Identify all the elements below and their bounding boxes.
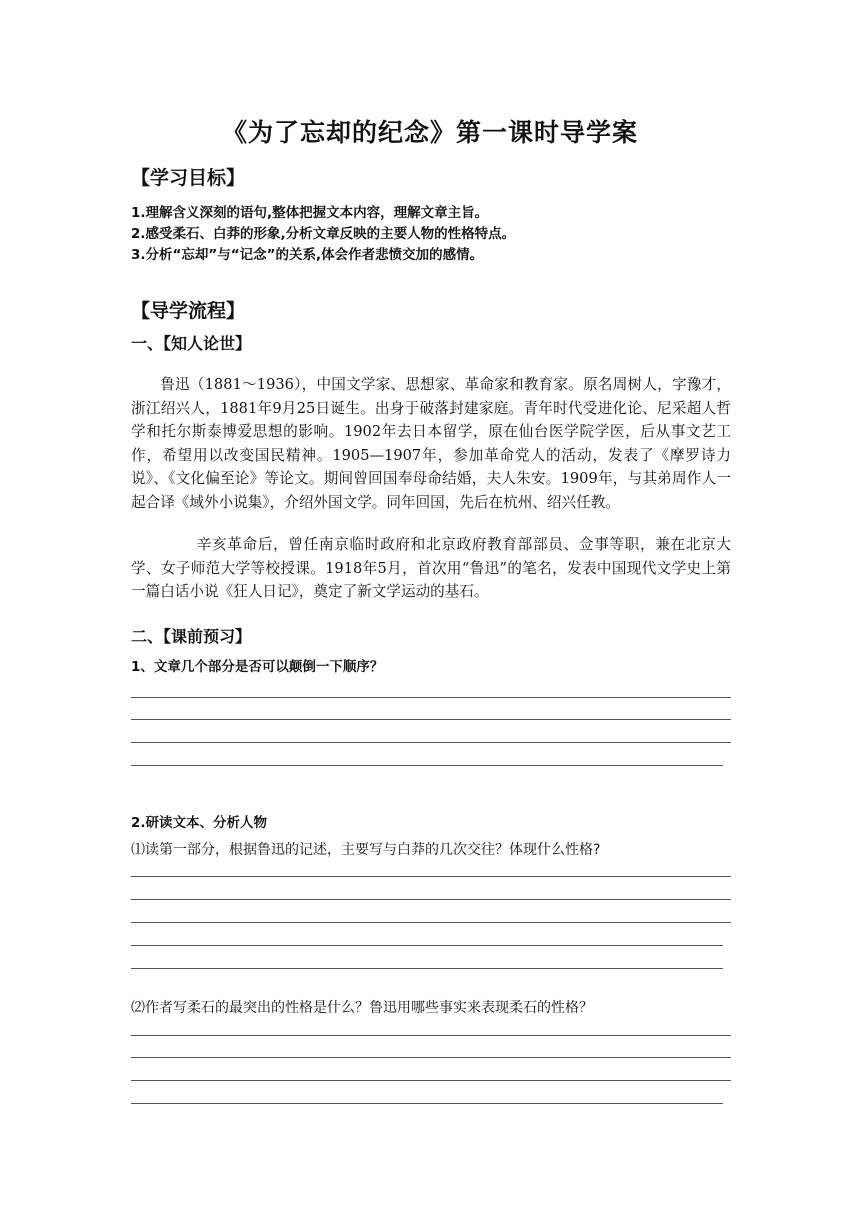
page-title: 《为了忘却的纪念》第一课时导学案 [221,118,638,147]
goal-item-3: 3.分析“忘却”与“记念”的关系,体会作者悲愤交加的感情。 [131,247,484,263]
section1-heading: 一、【知人论世】 [131,334,252,353]
question-2-2: ⑵作者写柔石的最突出的性格是什么？鲁迅用哪些事实来表现柔石的性格？ [131,1000,593,1016]
question-1: 1、文章几个部分是否可以颠倒一下顺序？ [131,659,384,675]
answer-line[interactable] [131,1103,723,1104]
answer-line[interactable] [131,922,731,923]
answer-line[interactable] [131,719,731,720]
answer-line[interactable] [131,968,723,969]
answer-line[interactable] [131,899,731,900]
question-2-1: ⑴读第一部分，根据鲁迅的记述，主要写与白莽的几次交往？体现什么性格? [131,842,601,858]
goal-item-2: 2.感受柔石、白莽的形象,分析文章反映的主要人物的性格特点。 [131,226,516,242]
answer-line[interactable] [131,742,731,743]
answer-line[interactable] [131,945,723,946]
goals-heading: 【学习目标】 [131,167,246,189]
answer-line[interactable] [131,1057,731,1058]
answer-line[interactable] [131,697,731,698]
answer-line[interactable] [131,765,723,766]
process-heading: 【导学流程】 [131,300,246,322]
goal-item-1: 1.理解含义深刻的语句,整体把握文本内容，理解文章主旨。 [131,205,489,221]
biography-paragraph-2: 辛亥革命后，曾任南京临时政府和北京政府教育部部员、佥事等职，兼在北京大学、女子师范大学等校授课。1918年5月，首次用“鲁迅”的笔名，发表中国现代文学史上第一篇白话小说《狂人日记》，奠定了新文学运动的基石。 [131,536,731,600]
section2-heading: 二、【课前预习】 [131,627,252,646]
answer-line[interactable] [131,876,731,877]
biography-paragraph-1: 鲁迅（1881～1936），中国文学家、思想家、革命家和教育家。原名周树人，字豫才，浙江绍兴人，1881年9月25日诞生。出身于破落封建家庭。青年时代受进化论、尼采超人哲学和托尔斯泰博爱思想的影响。1902年去日本留学，原在仙台医学院学医，后从事文艺工作，希望用以改变国民精神。1905—1907年，参加革命党人的活动，发表了《摩罗诗力说》、《文化偏至论》等论文。期间曾回国奉母命结婚，夫人朱安。1909年，与其弟周作人一起合译《域外小说集》，介绍外国文学。同年回国，先后在杭州、绍兴任教。 [131,376,731,511]
answer-line[interactable] [131,1080,731,1081]
part2-heading: 2.研读文本、分析人物 [131,815,268,831]
answer-line[interactable] [131,1035,731,1036]
